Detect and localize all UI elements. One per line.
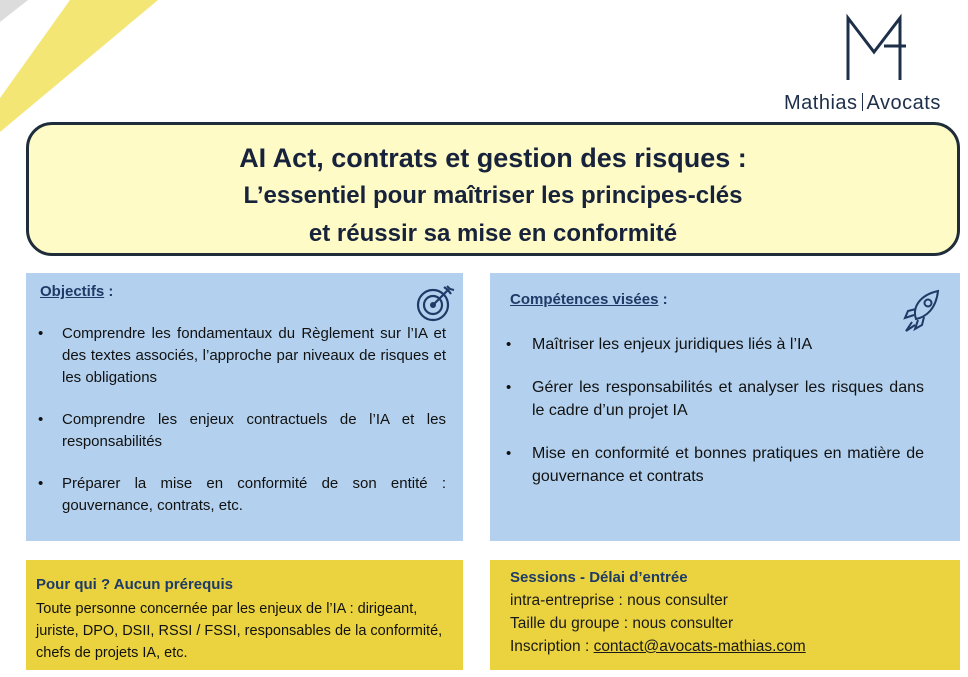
skills-heading-colon: : [658,291,668,308]
sessions-card [490,560,960,670]
logo-separator [862,93,863,111]
list-item: • Gérer les responsabilités et analyser les risques dans le cadre d’un projet IA [506,379,924,419]
target-icon [414,283,456,323]
skill-text: Mise en conformité et bonnes pratiques en matière de gouvernance et contrats [532,445,924,485]
objectives-heading [40,283,113,301]
page-title: AI Act, contrats et gestion des risques : [239,143,747,173]
sessions-intra: intra-entreprise : nous consulter [510,592,728,609]
objectives-card [26,273,463,541]
audience-card [26,560,463,670]
objective-text: Comprendre les enjeux contractuels de l’IA et les responsabilités [62,411,446,450]
skills-heading-label: Compétences visées [510,291,659,308]
signup-label: Inscription : [510,638,594,655]
logo-brand-second: Avocats [866,92,941,114]
skills-list [490,333,924,508]
logo-text [784,92,941,115]
corner-decoration [0,0,170,140]
skills-card [490,273,960,541]
title-box [26,122,960,256]
objectives-heading-label: Objectifs [40,283,105,300]
objective-text: Préparer la mise en conformité de son entité : gouvernance, contrats, etc. [62,475,446,514]
objectives-heading-colon: : [104,283,114,300]
objectives-list [26,323,446,537]
sessions-group-size: Taille du groupe : nous consulter [510,615,734,632]
audience-heading: Pour qui ? Aucun prérequis [36,576,233,593]
sessions-signup [510,635,806,658]
list-item: • Préparer la mise en conformité de son entité : gouvernance, contrats, etc. [38,475,446,514]
audience-text: Toute personne concernée par les enjeux de l’IA : dirigeant, juriste, DPO, DSII, RSSI / FSSI, responsables de la conformité, chefs de projets IA, etc. [36,601,443,661]
list-item: • Comprendre les fondamentaux du Règlement sur l’IA et des textes associés, l’approche par niveaux de risques et les obligations [38,325,446,386]
skill-text: Gérer les responsabilités et analyser les risques dans le cadre d’un projet IA [532,379,924,419]
corner-gray-triangle [0,0,28,22]
page-subtitle-line1: L’essentiel pour maîtriser les principes-clés [243,182,743,209]
logo [780,8,968,118]
mathias-monogram-icon [842,12,908,84]
skill-text: Maîtriser les enjeux juridiques liés à l’IA [532,336,813,353]
list-item: • Mise en conformité et bonnes pratiques en matière de gouvernance et contrats [506,445,924,485]
rocket-icon [902,287,946,335]
list-item: • Comprendre les enjeux contractuels de l’IA et les responsabilités [38,411,446,450]
skills-heading [510,291,668,309]
sessions-heading: Sessions - Délai d’entrée [510,569,688,586]
contact-email-link[interactable]: contact@avocats-mathias.com [593,638,806,655]
logo-brand-first: Mathias [784,92,858,114]
list-item: • Maîtriser les enjeux juridiques liés à l’IA [506,336,813,353]
objective-text: Comprendre les fondamentaux du Règlement sur l’IA et des textes associés, l’approche par niveaux de risques et les obligations [62,325,446,386]
page-subtitle-line2: et réussir sa mise en conformité [308,220,678,247]
